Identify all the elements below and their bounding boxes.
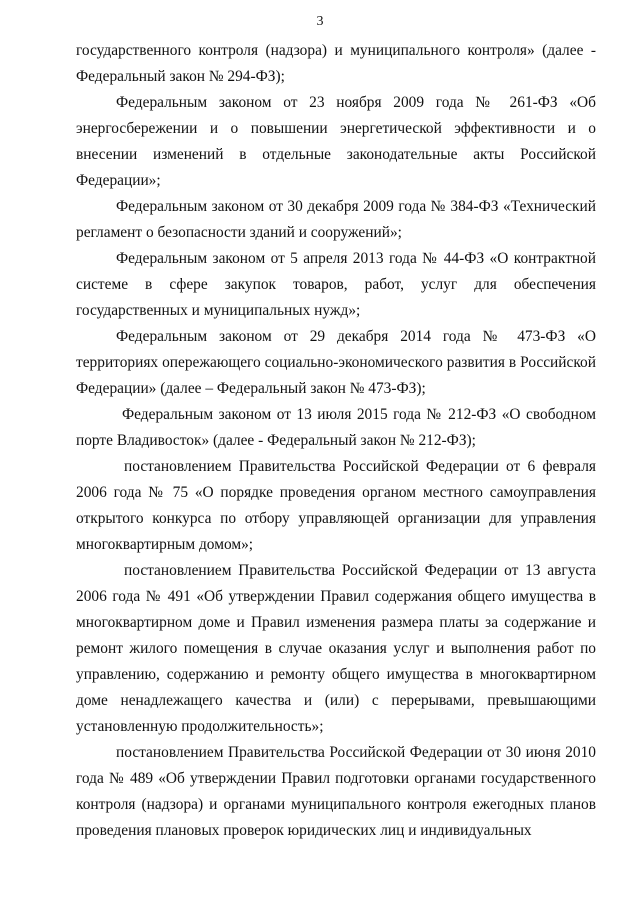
document-body xyxy=(76,38,596,844)
paragraph-decree-491: постановлением Правительства Российской Федерации от 13 августа 2006 года № 491 «Об утверждении Правил содержания общего имущества в многоквартирном доме и Правил изменения размера платы за содержание и ремонт жилого помещения в случае оказания услуг и выполнения работ по управлению, содержанию и ремонту общего имущества в многоквартирном доме ненадлежащего качества и (или) с перерывами, превышающими установленную продолжительность»; xyxy=(76,562,596,735)
page-number: 3 xyxy=(316,14,324,29)
paragraph-384fz: Федеральным законом от 30 декабря 2009 года № 384-ФЗ «Технический регламент о безопасности зданий и сооружений»; xyxy=(76,198,596,241)
paragraph-decree-75: постановлением Правительства Российской Федерации от 6 февраля 2006 года № 75 «О порядке проведения органом местного самоуправления открытого конкурса по отбору управляющей организации для управления многоквартирным домом»; xyxy=(76,458,596,553)
paragraph-473fz: Федеральным законом от 29 декабря 2014 года № 473-ФЗ «О территориях опережающего социально-экономического развития в Российской Федерации» (далее – Федеральный закон № 473-ФЗ); xyxy=(76,328,596,397)
paragraph-212fz: Федеральным законом от 13 июля 2015 года № 212-ФЗ «О свободном порте Владивосток» (далее - Федеральный закон № 212-ФЗ); xyxy=(76,406,596,449)
paragraph-decree-489: постановлением Правительства Российской Федерации от 30 июня 2010 года № 489 «Об утверждении Правил подготовки органами государственного контроля (надзора) и органами муниципального контроля ежегодных планов проведения плановых проверок юридических лиц и индивидуальных xyxy=(76,744,596,839)
paragraph-44fz: Федеральным законом от 5 апреля 2013 года № 44-ФЗ «О контрактной системе в сфере закупок товаров, работ, услуг для обеспечения государственных и муниципальных нужд»; xyxy=(76,250,596,319)
paragraph-294fz-continuation: государственного контроля (надзора) и муниципального контроля» (далее - Федеральный закон № 294-ФЗ); xyxy=(76,42,596,85)
paragraph-261fz: Федеральным законом от 23 ноября 2009 года № 261-ФЗ «Об энергосбережении и о повышении энергетической эффективности и о внесении изменений в отдельные законодательные акты Российской Федерации»; xyxy=(76,94,596,189)
